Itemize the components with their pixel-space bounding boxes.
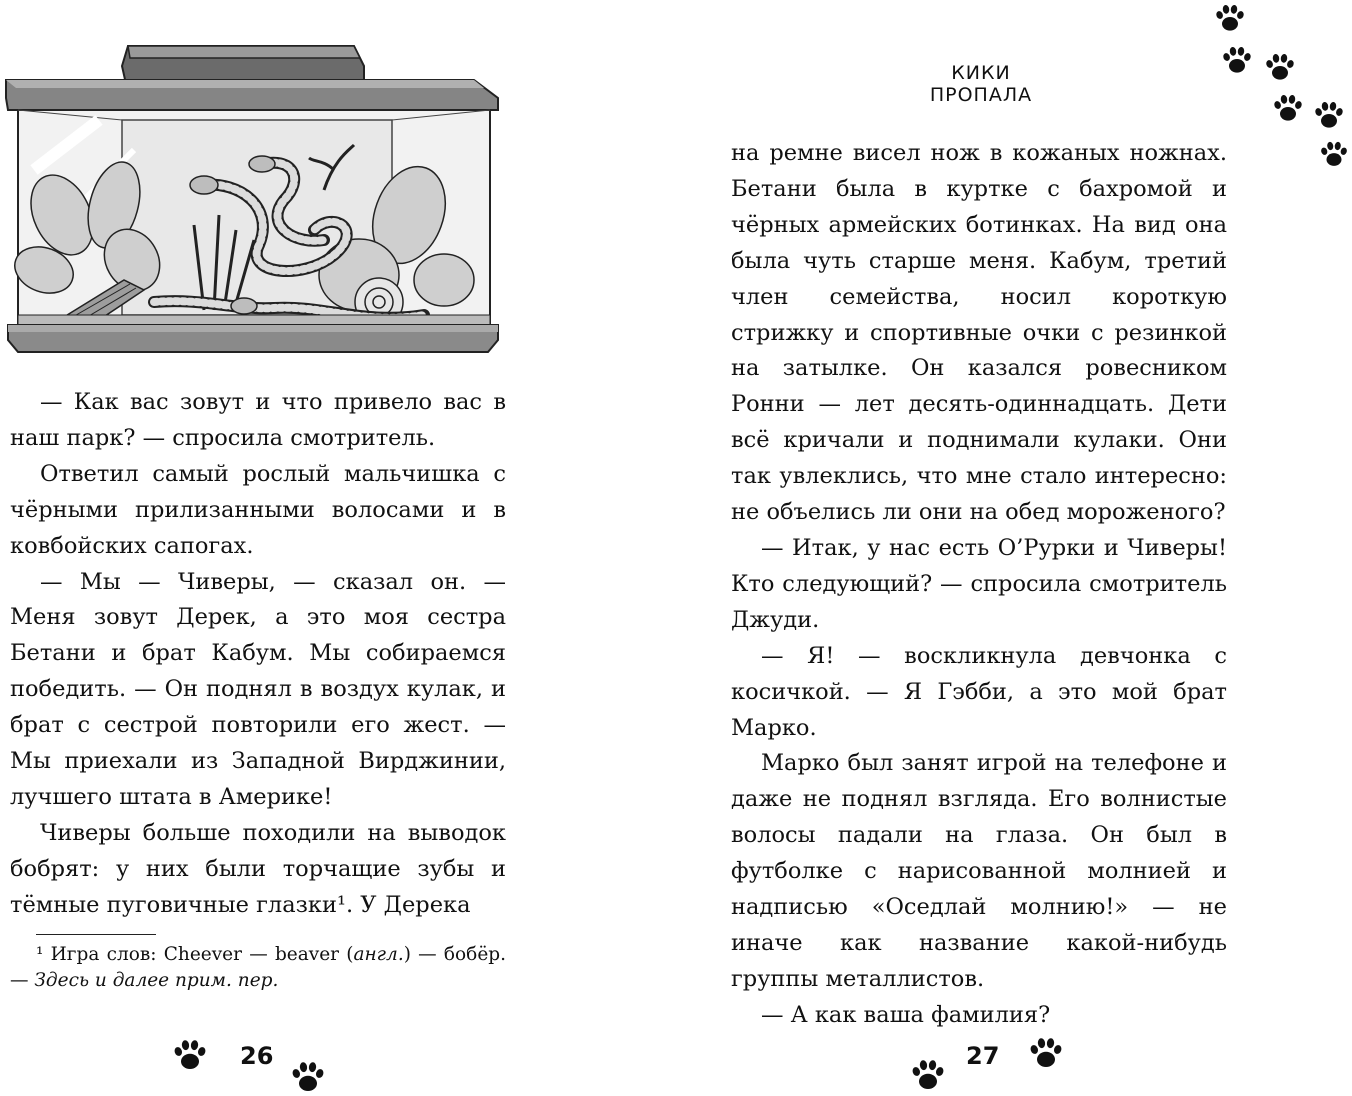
left-body-text: [10, 385, 506, 924]
paragraph: Марко был занят игрой на телефоне и даже не поднял взгляда. Его волнистые волосы падали на глаза. Он был в футболке с нарисованной молнией и надписью «Оседлай молнию!» — не иначе как название какой-нибудь группы металлистов.: [731, 750, 1227, 992]
page-number: 27: [966, 1042, 1000, 1070]
running-head: КИКИ ПРОПАЛА: [929, 62, 1033, 106]
footnote-italic: Здесь и далее прим. пер.: [34, 970, 279, 991]
paragraph: — Как вас зовут и что привело вас в наш парк? — спросила смотритель.: [10, 389, 506, 451]
footnote-divider: [36, 934, 156, 935]
page-number: 26: [240, 1042, 274, 1070]
footnote: [10, 942, 506, 994]
paragraph: Чиверы больше походили на выводок бобрят: у них были торчащие зубы и тёмные пуговичные глазки¹. У Дерека: [10, 819, 506, 918]
paw-print-icon: [1313, 100, 1345, 132]
footnote-text: ) — бобёр. —: [10, 944, 506, 991]
right-page: [676, 0, 1352, 1096]
paragraph: — А как ваша фамилия?: [761, 1001, 1051, 1028]
paw-print-icon: [1214, 3, 1246, 35]
paragraph: на ремне висел нож в кожаных ножнах. Бетани была в куртке с бахромой и чёрных армейских ботинках. На вид она была чуть старше меня. Кабум, третий член семейства, носил короткую стрижку и спортивные очки с резинкой на затылке. Он казался ровесником Ронни — лет десять-одиннадцать. Дети всё кричали и поднимали кулаки. Они так увлеклись, что мне стало интересно: не объелись ли они на обед мороженого?: [731, 140, 1227, 526]
right-body-text: [731, 136, 1227, 1034]
paw-print-icon: [1221, 45, 1253, 77]
terrarium-illustration: [4, 40, 500, 370]
paw-print-icon: [172, 1038, 208, 1074]
paw-print-icon: [1028, 1036, 1064, 1072]
paw-print-icon: [910, 1058, 946, 1094]
footnote-text: Игра слов: Cheever — beaver (: [50, 944, 354, 965]
footnote-marker: ¹: [36, 944, 44, 965]
paw-print-icon: [1264, 52, 1296, 84]
paw-print-icon: [1272, 93, 1304, 125]
footnote-italic: англ.: [353, 944, 404, 965]
paw-print-icon: [290, 1060, 326, 1096]
paw-print-icon: [1319, 140, 1349, 170]
paragraph: — Итак, у нас есть О’Рурки и Чиверы! Кто следующий? — спросила смотритель Джуди.: [731, 534, 1227, 633]
paragraph: — Мы — Чиверы, — сказал он. — Меня зовут Дерек, а это моя сестра Бетани и брат Кабум. Мы собираемся победить. — Он поднял в воздух кулак, и брат с сестрой повторили его жест. — Мы приехали из Западной Вирджинии, лучшего штата в Америке!: [10, 568, 506, 810]
paragraph: — Я! — воскликнула девчонка с косичкой. — Я Гэбби, а это мой брат Марко.: [731, 642, 1227, 741]
paragraph: Ответил самый рослый мальчишка с чёрными прилизанными волосами и в ковбойских сапогах.: [10, 460, 506, 559]
